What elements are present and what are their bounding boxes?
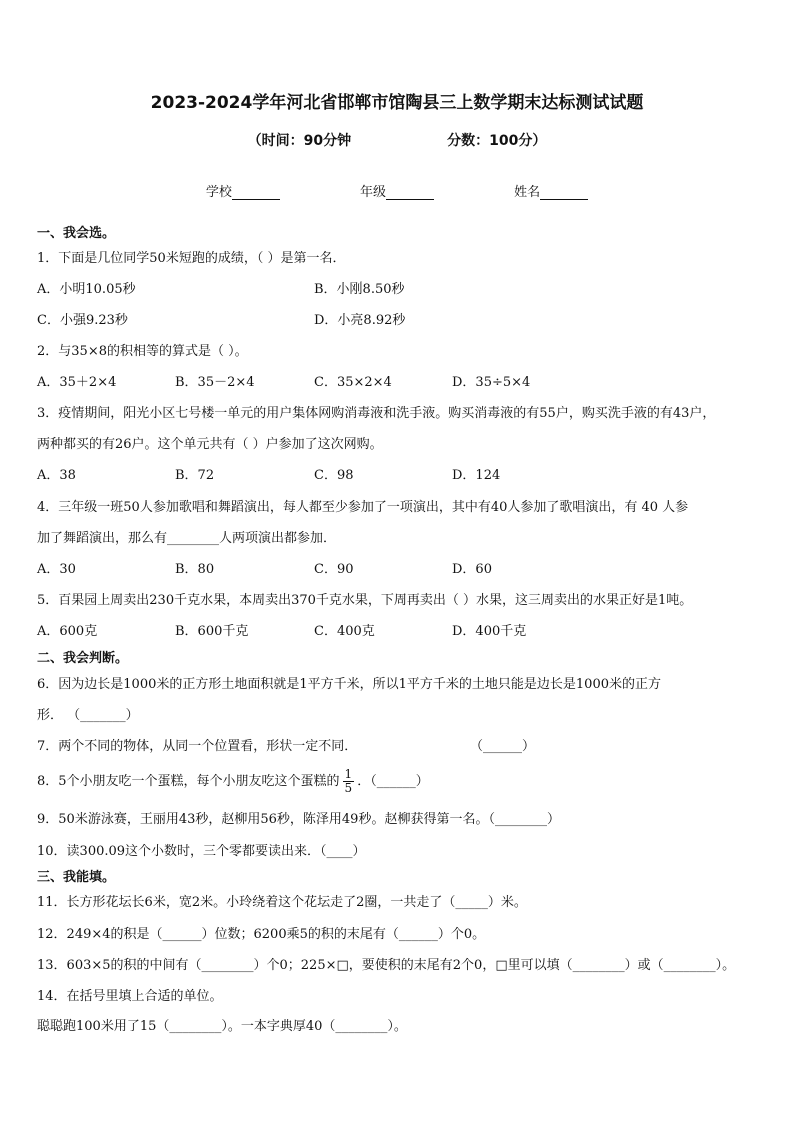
q7-answer-blank[interactable]: （______） <box>470 739 536 754</box>
page-title: 2023-2024学年河北省邯郸市馆陶县三上数学期末达标测试试题 <box>150 93 644 113</box>
q4-stem-line2: 加了舞蹈演出，那么有________人两项演出都参加． <box>37 531 337 546</box>
q3-stem-line2: 两种都买的有26户。这个单元共有（ ）户参加了这次网购。 <box>37 437 383 452</box>
q11: 11．长方形花坛长6米，宽2米。小玲绕着这个花坛走了2圈，一共走了（_____）米。 <box>37 895 527 910</box>
q2-option-d[interactable]: D．35÷5×4 <box>452 375 531 390</box>
q13: 13．603×5的积的中间有（________）个0；225×□，要使积的末尾有2个0，□里可以填（________）或（________）。 <box>37 958 736 973</box>
school-label: 学校 <box>205 185 232 200</box>
q6-line1: 6．因为边长是1000米的正方形土地面积就是1平方千米，所以1平方千米的土地只能是边长是1000米的正方 <box>37 677 661 692</box>
q2-option-c[interactable]: C．35×2×4 <box>314 375 392 390</box>
q8-denominator: 5 <box>344 781 353 795</box>
q9: 9．50米游泳赛，王丽用43秒，赵柳用56秒，陈泽用49秒。赵柳获得第一名。（________） <box>37 812 560 827</box>
q2-stem: 2．与35×8的积相等的算式是（ ）。 <box>37 344 248 359</box>
q1-option-a[interactable]: A．小明10.05秒 <box>37 282 136 297</box>
q1-stem: 1．下面是几位同学50米短跑的成绩，（ ）是第一名． <box>37 251 346 266</box>
q3-option-a[interactable]: A．38 <box>37 468 76 483</box>
q5-stem: 5．百果园上周卖出230千克水果，本周卖出370千克水果，下周再卖出（ ）水果，这三周卖出的水果正好是1吨。 <box>37 593 693 608</box>
section-2-title: 二、我会判断。 <box>37 651 129 666</box>
section-1-title: 一、我会选。 <box>37 226 116 241</box>
q4-option-d[interactable]: D．60 <box>452 562 492 577</box>
grade-blank[interactable] <box>386 186 434 200</box>
exam-meta <box>0 130 794 150</box>
q8 <box>37 765 429 799</box>
q4-option-a[interactable]: A．30 <box>37 562 76 577</box>
q5-option-b[interactable]: B．600千克 <box>175 624 249 639</box>
q3-stem-line1: 3．疫情期间，阳光小区七号楼一单元的用户集体网购消毒液和洗手液。购买消毒液的有55户，购买洗手液的有43户， <box>37 406 716 421</box>
school-blank[interactable] <box>232 186 280 200</box>
section-3-title: 三、我能填。 <box>37 870 116 885</box>
q4-option-c[interactable]: C．90 <box>314 562 354 577</box>
q3-option-b[interactable]: B．72 <box>175 468 215 483</box>
q7: 7．两个不同的物体，从同一个位置看，形状一定不同． <box>37 739 358 754</box>
q1-option-d[interactable]: D．小亮8.92秒 <box>314 313 406 328</box>
student-info <box>0 181 794 200</box>
q3-option-c[interactable]: C．98 <box>314 468 354 483</box>
exam-time: （时间：90分钟 <box>247 133 352 149</box>
q1-option-b[interactable]: B．小刚8.50秒 <box>314 282 405 297</box>
q14-line2: 聪聪跑100米用了15（________）。一本字典厚40（________）。 <box>37 1019 407 1034</box>
q6-line2: 形． （_______） <box>37 708 139 723</box>
q2-option-b[interactable]: B．35－2×4 <box>175 375 255 390</box>
q12: 12．249×4的积是（______）位数；6200乘5的积的末尾有（______）个0。 <box>37 927 486 942</box>
name-blank[interactable] <box>540 186 588 200</box>
q10: 10．读300.09这个小数时，三个零都要读出来．（____） <box>37 844 366 859</box>
q8-text: 8．5个小朋友吃一个蛋糕，每个小朋友吃这个蛋糕的 <box>37 774 340 789</box>
q8-blank: ．（______） <box>357 774 429 789</box>
q5-option-a[interactable]: A．600克 <box>37 624 98 639</box>
q1-option-c[interactable]: C．小强9.23秒 <box>37 313 128 328</box>
q8-numerator: 1 <box>344 767 353 781</box>
q5-option-c[interactable]: C．400克 <box>314 624 375 639</box>
q3-option-d[interactable]: D．124 <box>452 468 501 483</box>
exam-score: 分数：100分） <box>447 133 547 149</box>
q5-option-d[interactable]: D．400千克 <box>452 624 527 639</box>
q4-stem-line1: 4．三年级一班50人参加歌唱和舞蹈演出，每人都至少参加了一项演出，其中有40人参加了歌唱演出，有 40 人参 <box>37 500 689 515</box>
name-label: 姓名 <box>514 185 541 200</box>
q14: 14．在括号里填上合适的单位。 <box>37 989 223 1004</box>
grade-label: 年级 <box>359 185 386 200</box>
q8-fraction <box>343 768 355 795</box>
q2-option-a[interactable]: A．35＋2×4 <box>37 375 117 390</box>
q4-option-b[interactable]: B．80 <box>175 562 215 577</box>
